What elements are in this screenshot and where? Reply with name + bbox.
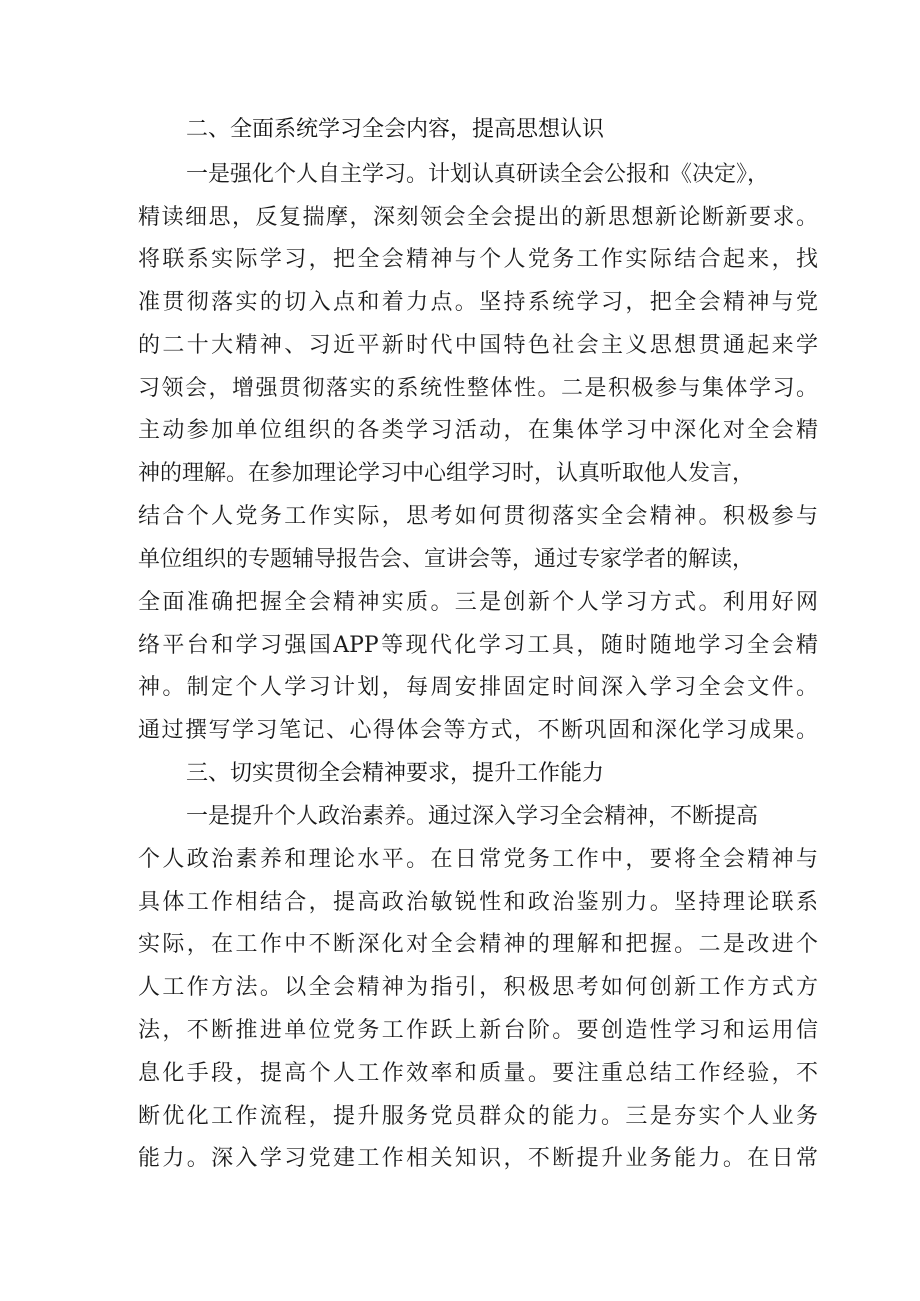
paragraph-line: 法，不断推进单位党务工作跃上新台阶。要创造性学习和运用信 bbox=[138, 1018, 818, 1043]
paragraph-line: 将联系实际学习，把全会精神与个人党务工作实际结合起来，找 bbox=[138, 247, 818, 272]
paragraph-line: 一是提升个人政治素养。通过深入学习全会精神，不断提高 bbox=[186, 804, 759, 829]
paragraph-line: 的二十大精神、习近平新时代中国特色社会主义思想贯通起来学 bbox=[138, 333, 818, 358]
paragraph-line: 络平台和学习强国APP等现代化学习工具，随时随地学习全会精 bbox=[138, 633, 818, 658]
paragraph-line: 习领会，增强贯彻落实的系统性整体性。二是积极参与集体学习。 bbox=[138, 376, 818, 401]
paragraph-line: 主动参加单位组织的各类学习活动，在集体学习中深化对全会精 bbox=[138, 418, 818, 443]
paragraph-line: 能力。深入学习党建工作相关知识，不断提升业务能力。在日常 bbox=[138, 1146, 818, 1171]
paragraph-line: 通过撰写学习笔记、心得体会等方式，不断巩固和深化学习成果。 bbox=[138, 718, 818, 743]
paragraph-line: 精读细思，反复揣摩，深刻领会全会提出的新思想新论断新要求。 bbox=[138, 205, 818, 230]
paragraph-line: 单位组织的专题辅导报告会、宣讲会等，通过专家学者的解读， bbox=[138, 547, 755, 572]
section-3-heading: 三、切实贯彻全会精神要求，提升工作能力 bbox=[186, 761, 605, 786]
paragraph-line: 神的理解。在参加理论学习中心组学习时，认真听取他人发言， bbox=[138, 461, 755, 486]
paragraph-line: 具体工作相结合，提高政治敏锐性和政治鉴别力。坚持理论联系 bbox=[138, 890, 818, 915]
paragraph-line: 实际，在工作中不断深化对全会精神的理解和把握。二是改进个 bbox=[138, 932, 818, 957]
paragraph-line: 准贯彻落实的切入点和着力点。坚持系统学习，把全会精神与党 bbox=[138, 290, 818, 315]
paragraph-line: 个人政治素养和理论水平。在日常党务工作中，要将全会精神与 bbox=[138, 847, 818, 872]
paragraph-line: 断优化工作流程，提升服务党员群众的能力。三是夯实个人业务 bbox=[138, 1104, 818, 1129]
paragraph-line: 结合个人党务工作实际，思考如何贯彻落实全会精神。积极参与 bbox=[138, 504, 818, 529]
paragraph-line: 人工作方法。以全会精神为指引，积极思考如何创新工作方式方 bbox=[138, 975, 818, 1000]
paragraph-line: 一是强化个人自主学习。计划认真研读全会公报和《决定》， bbox=[186, 162, 770, 187]
paragraph-line: 神。制定个人学习计划，每周安排固定时间深入学习全会文件。 bbox=[138, 675, 818, 700]
section-2-heading: 二、全面系统学习全会内容，提高思想认识 bbox=[186, 117, 605, 142]
paragraph-line: 息化手段，提高个人工作效率和质量。要注重总结工作经验，不 bbox=[138, 1061, 818, 1086]
paragraph-line: 全面准确把握全会精神实质。三是创新个人学习方式。利用好网 bbox=[138, 590, 818, 615]
